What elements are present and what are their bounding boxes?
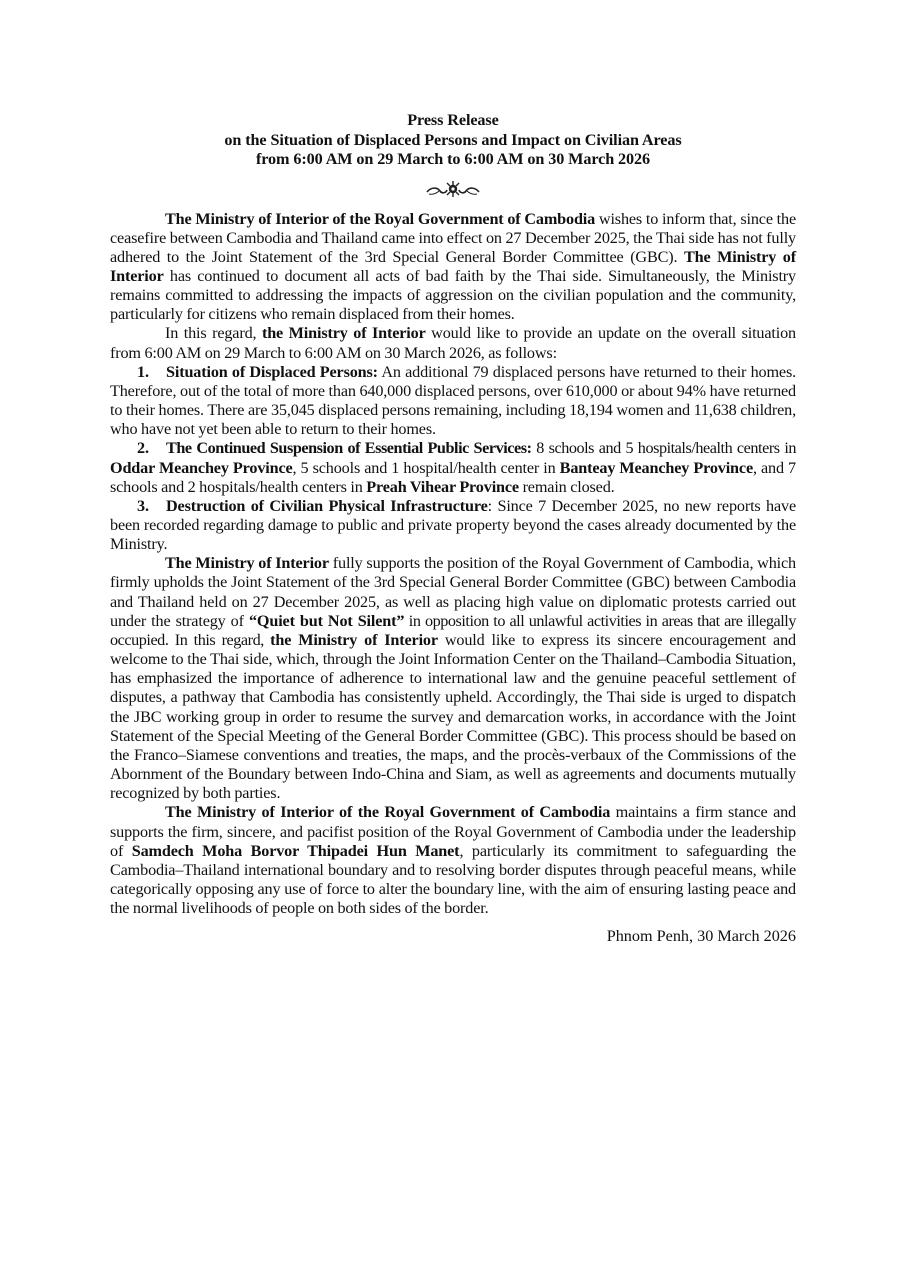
document-body — [110, 210, 796, 919]
document-period: from 6:00 AM on 29 March to 6:00 AM on 30 March 2026 — [255, 150, 651, 168]
document-subtitle: on the Situation of Displaced Persons and Impact on Civilian Areas — [224, 130, 682, 149]
list-heading: Situation of Displaced Persons: — [166, 362, 378, 381]
intro-paragraph — [110, 210, 796, 325]
list-heading: The Continued Suspension of Essential Public Services: — [166, 439, 532, 458]
floral-ornament-icon — [423, 179, 483, 199]
conclusion-paragraph — [110, 803, 796, 918]
support-text: in opposition to all unlawful activities in areas that are illegally occupied. In this regard, — [110, 611, 797, 649]
press-release-page — [110, 111, 796, 946]
ministry-bold: The Ministry of Interior — [110, 247, 796, 285]
conclusion-text: , particularly its commitment to safeguarding the Cambodia–Thailand international boundary and to resolving border disputes through peaceful means, while categorically opposing any use of force to alter the boundary line, with the aim of ensuring lasting peace and the normal livelihoods of people on both sides of the border. — [110, 841, 797, 918]
document-header — [110, 111, 796, 170]
support-text: would like to express its sincere encouragement and welcome to the Thai side, which, through the Joint Information Center on the Thailand–Cambodia Situation, has emphasized the importance of adherence to international law and the genuine peaceful settlement of disputes, a pathway that Cambodia has consistently upheld. Accordingly, the Thai side is urged to dispatch the JBC working group in order to resume the survey and demarcation works, in accordance with the Joint Statement of the Special Meeting of the General Border Committee (GBC). This process should be based on the Franco–Siamese conventions and treaties, the maps, and the procès-verbaux of the Commissions of the Abornment of the Boundary between Indo-China and Siam, as well as agreements and documents mutually recognized by both parties. — [110, 630, 796, 803]
list-text: , 5 schools and 1 hospital/health center in — [292, 458, 560, 477]
ministry-bold: the Ministry of Interior — [261, 324, 426, 343]
intro-text: wishes to inform that, since the ceasefire between Cambodia and Thailand came into effect on 27 December 2025, the Thai side has not fully adhered to the Joint Statement of the 3rd Special General Border Committee (GBC). — [110, 209, 796, 266]
list-number: 3. — [137, 496, 149, 515]
ministry-name-bold: The Ministry of Interior of the Royal Government of Cambodia — [165, 803, 611, 822]
signature-place-date: Phnom Penh, 30 March 2026 — [606, 927, 796, 946]
ministry-name-bold: The Ministry of Interior of the Royal Government of Cambodia — [165, 209, 596, 228]
strategy-quote: “Quiet but Not Silent” — [248, 611, 405, 630]
ministry-bold: the Ministry of Interior — [270, 630, 438, 649]
province-banteay-meanchey: Banteay Meanchey Province — [559, 458, 753, 477]
update-intro-paragraph — [110, 324, 796, 362]
list-text: remain closed. — [518, 477, 615, 496]
list-text: : Since 7 December 2025, no new reports have been recorded regarding damage to public and private property beyond the cases already documented by the Ministry. — [110, 496, 796, 554]
list-item-infrastructure — [110, 497, 796, 554]
list-text: 8 schools and 5 hospitals/health centers in — [531, 439, 797, 458]
support-text: fully supports the position of the Royal Government of Cambodia, which firmly upholds the Joint Statement of the 3rd Special General Border Committee (GBC) between Cambodia and Thailand held on 27 December 2025, as well as placing high value on diplomatic protests carried out under the strategy of — [110, 554, 796, 630]
list-item-public-services — [110, 439, 796, 496]
list-number: 1. — [137, 362, 149, 381]
list-number: 2. — [137, 439, 149, 458]
update-intro-text-continued: would like to provide an update on the overall situation from 6:00 AM on 29 March to 6:00 AM on 30 March 2026, as follows: — [110, 324, 796, 362]
support-paragraph — [110, 554, 796, 803]
intro-text-continued: has continued to document all acts of bad faith by the Thai side. Simultaneously, the Ministry remains committed to addressing the impacts of aggression on the civilian population and the community, particularly for citizens who remain displaced from their homes. — [110, 266, 796, 324]
list-item-displaced-persons — [110, 363, 796, 440]
list-heading: Destruction of Civilian Physical Infrastructure — [166, 496, 488, 515]
list-text: An additional 79 displaced persons have returned to their homes. Therefore, out of the total of more than 640,000 displaced persons, over 610,000 or about 94% have returned to their homes. There are 35,045 displaced persons remaining, including 18,194 women and 11,638 children, who have not yet been able to return to their homes. — [110, 362, 797, 439]
ministry-bold: The Ministry of Interior — [165, 554, 329, 573]
province-oddar-meanchey: Oddar Meanchey Province — [110, 458, 293, 477]
document-title: Press Release — [407, 111, 499, 129]
leader-name: Samdech Moha Borvor Thipadei Hun Manet — [131, 841, 460, 860]
list-text: , and 7 schools and 2 hospitals/health centers in — [110, 458, 796, 496]
update-intro-text: In this regard, — [165, 324, 262, 343]
province-preah-vihear: Preah Vihear Province — [366, 477, 519, 496]
conclusion-text: maintains a firm stance and supports the firm, sincere, and pacifist position of the Royal Government of Cambodia under the leadership of — [110, 803, 796, 860]
